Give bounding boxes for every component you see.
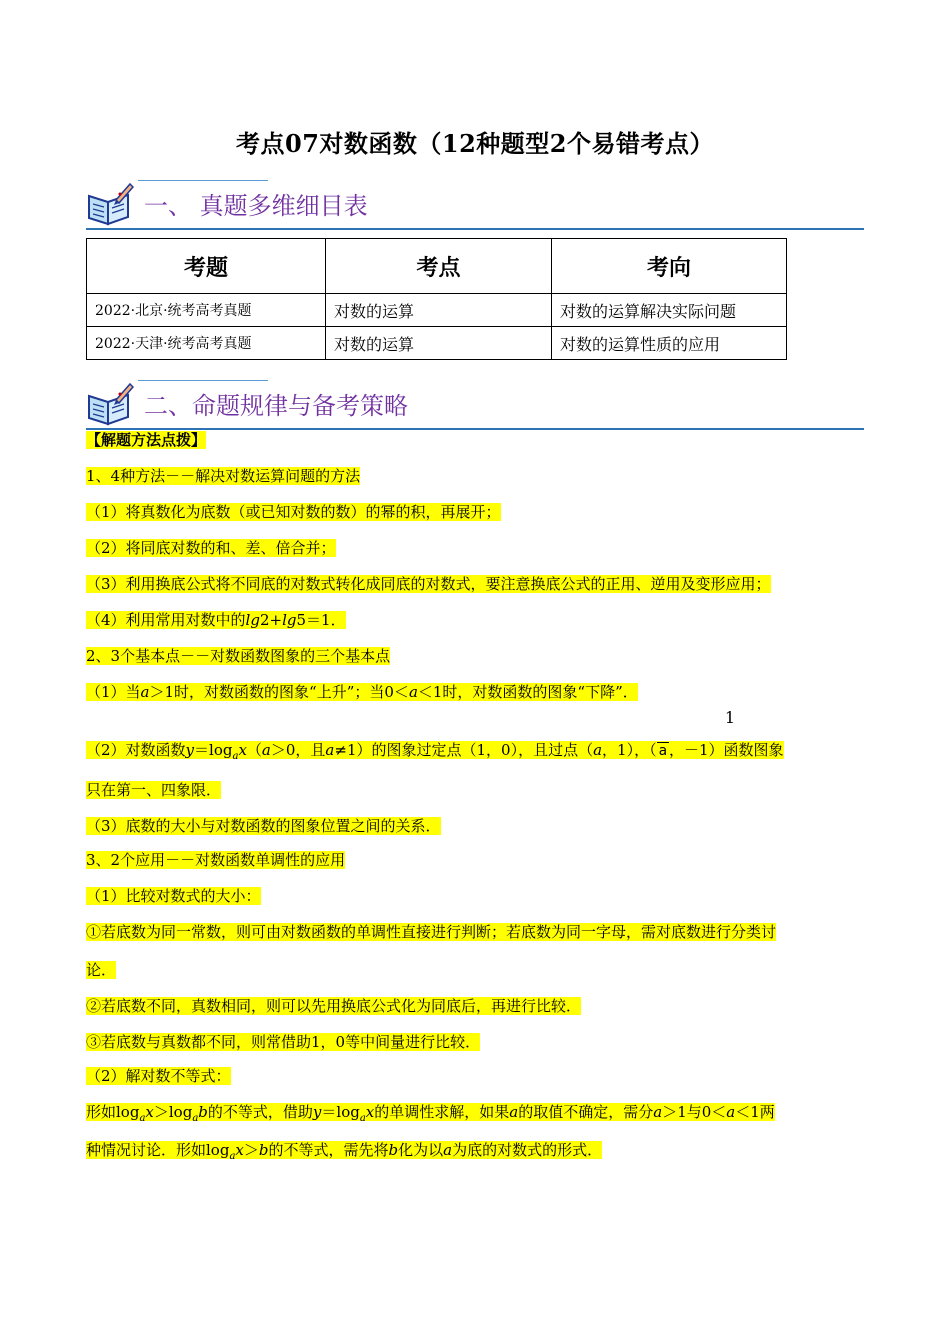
section-accent-line bbox=[138, 180, 268, 181]
table-row bbox=[87, 294, 787, 327]
table-cell: 2022·天津·统考高考真题 bbox=[87, 327, 326, 360]
text-line: 论． bbox=[86, 961, 117, 979]
section-title-2: 二、命题规律与备考策略 bbox=[144, 392, 408, 420]
fraction: 1 bbox=[724, 708, 736, 727]
book-icon bbox=[86, 382, 134, 426]
exam-table bbox=[86, 238, 787, 360]
text-line: （1）比较对数式的大小： bbox=[86, 887, 261, 905]
table-cell: 2022·北京·统考高考真题 bbox=[87, 294, 326, 327]
text-line: 1 （2）对数函数$y=\log_ax(a>0$，且a≠1）的图象过定点（1，0），且过点（a，1），（ a ，－1）函数图象 bbox=[86, 708, 784, 762]
table-cell: 对数的运算 bbox=[326, 294, 552, 327]
section-divider bbox=[86, 428, 864, 430]
text-line: ①若底数为同一常数，则可由对数函数的单调性直接进行判断；若底数为同一字母，需对底数进行分类讨 bbox=[86, 923, 777, 941]
table-cell: 对数的运算性质的应用 bbox=[552, 327, 787, 360]
book-icon bbox=[86, 182, 134, 226]
text-line: （2）解对数不等式： bbox=[86, 1067, 231, 1085]
text-line: 种情况讨论．形如$\log_ax>b$的不等式，需先将b化为以a为底的对数式的形式． bbox=[86, 1141, 603, 1162]
section-header-1 bbox=[86, 180, 864, 230]
section-accent-line bbox=[138, 380, 268, 381]
text-line: ③若底数与真数都不同，则常借助1，0等中间量进行比较． bbox=[86, 1033, 481, 1051]
text-line: 1、4种方法－－解决对数运算问题的方法 bbox=[86, 467, 361, 485]
text-line: 形如$\log_ax>\log_ab$的不等式，借助$y=\log_ax$的单调性求解，如果a的取值不确定，需分a＞1与0＜a＜1两 bbox=[86, 1103, 775, 1124]
page-title: 考点07对数函数（12种题型2个易错考点） bbox=[236, 129, 714, 158]
section-header-2 bbox=[86, 380, 864, 430]
text-line: 只在第一、四象限． bbox=[86, 781, 222, 799]
table-header-row bbox=[87, 239, 787, 294]
text-line: （4）利用常用对数中的lg2+lg5＝1． bbox=[86, 611, 346, 629]
text-line: 3、2个应用－－对数函数单调性的应用 bbox=[86, 851, 346, 869]
text-line: ②若底数不同，真数相同，则可以先用换底公式化为同底后，再进行比较． bbox=[86, 997, 582, 1015]
section-title-1: 一、 真题多维细目表 bbox=[144, 192, 368, 220]
table-header-cell: 考点 bbox=[326, 239, 552, 294]
text-line: （1）当a＞1时，对数函数的图象“上升”；当0＜a＜1时，对数函数的图象“下降”． bbox=[86, 683, 638, 701]
table-cell: 对数的运算解决实际问题 bbox=[552, 294, 787, 327]
table-header-cell: 考向 bbox=[552, 239, 787, 294]
table-row bbox=[87, 327, 787, 360]
section-divider bbox=[86, 228, 864, 230]
text-line: （2）将同底对数的和、差、倍合并； bbox=[86, 539, 336, 557]
text-line: （3）底数的大小与对数函数的图象位置之间的关系． bbox=[86, 817, 441, 835]
text-line: （1）将真数化为底数（或已知对数的数）的幂的积，再展开； bbox=[86, 503, 501, 521]
text-line: 2、3个基本点－－对数函数图象的三个基本点 bbox=[86, 647, 391, 665]
text-line: 【解题方法点拨】 bbox=[86, 431, 207, 449]
text-line: （3）利用换底公式将不同底的对数式转化成同底的对数式，要注意换底公式的正用、逆用及变形应用； bbox=[86, 575, 771, 593]
table-header-cell: 考题 bbox=[87, 239, 326, 294]
table-cell: 对数的运算 bbox=[326, 327, 552, 360]
